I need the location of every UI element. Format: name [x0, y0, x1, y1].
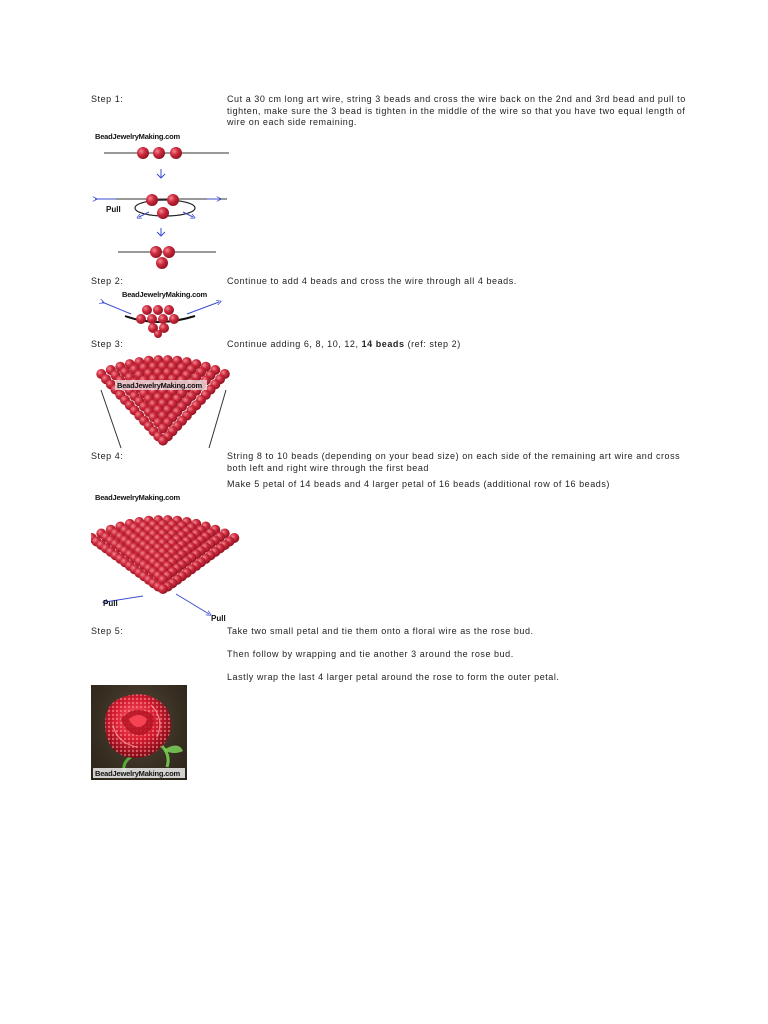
step-3-label: Step 3: — [91, 339, 124, 349]
step-5-text: Take two small petal and tie them onto a floral wire as the rose bud. — [227, 626, 534, 636]
step-5-text-2: Then follow by wrapping and tie another 3 around the rose bud. — [227, 649, 514, 659]
step-3-text: Continue adding 6, 8, 10, 12, 14 beads (ref: step 2) — [227, 339, 461, 349]
watermark: BeadJewelryMaking.com — [95, 769, 181, 778]
pull-label-left: Pull — [103, 599, 118, 608]
step-4-diagram — [91, 490, 241, 625]
watermark: BeadJewelryMaking.com — [117, 381, 203, 390]
pull-label-right: Pull — [211, 614, 226, 623]
step-2-label: Step 2: — [91, 276, 124, 286]
step-1-label: Step 1: — [91, 94, 124, 104]
pull-label: Pull — [106, 205, 121, 214]
watermark: BeadJewelryMaking.com — [122, 290, 208, 299]
bead — [158, 436, 168, 446]
step-5-label: Step 5: — [91, 626, 124, 636]
step-1-diagram — [91, 128, 236, 273]
watermark: BeadJewelryMaking.com — [95, 493, 181, 502]
step-1-text: Cut a 30 cm long art wire, string 3 beads and cross the wire back on the 2nd and 3rd bead and pull to tighten, make sure the 3 bead is tighten in the middle of the wire so that you have two equal length of wire on each side remaining. — [227, 94, 686, 127]
step-4-text-2: Make 5 petal of 14 beads and 4 larger petal of 16 beads (additional row of 16 beads) — [227, 479, 610, 489]
bead-petal — [96, 355, 230, 446]
beaded-rose-photo — [91, 685, 187, 780]
bead — [158, 584, 168, 594]
step-4-text: String 8 to 10 beads (depending on your bead size) on each side of the remaining art wire and cross both left and right wire through the first bead — [227, 451, 681, 473]
step-3-diagram — [91, 350, 236, 455]
watermark: BeadJewelryMaking.com — [95, 132, 181, 141]
bead-petal — [91, 515, 239, 594]
step-5-text-3: Lastly wrap the last 4 larger petal around the rose to form the outer petal. — [227, 672, 560, 682]
step-4-label: Step 4: — [91, 451, 124, 461]
step-2-diagram — [97, 288, 227, 338]
step-2-text: Continue to add 4 beads and cross the wire through all 4 beads. — [227, 276, 517, 286]
